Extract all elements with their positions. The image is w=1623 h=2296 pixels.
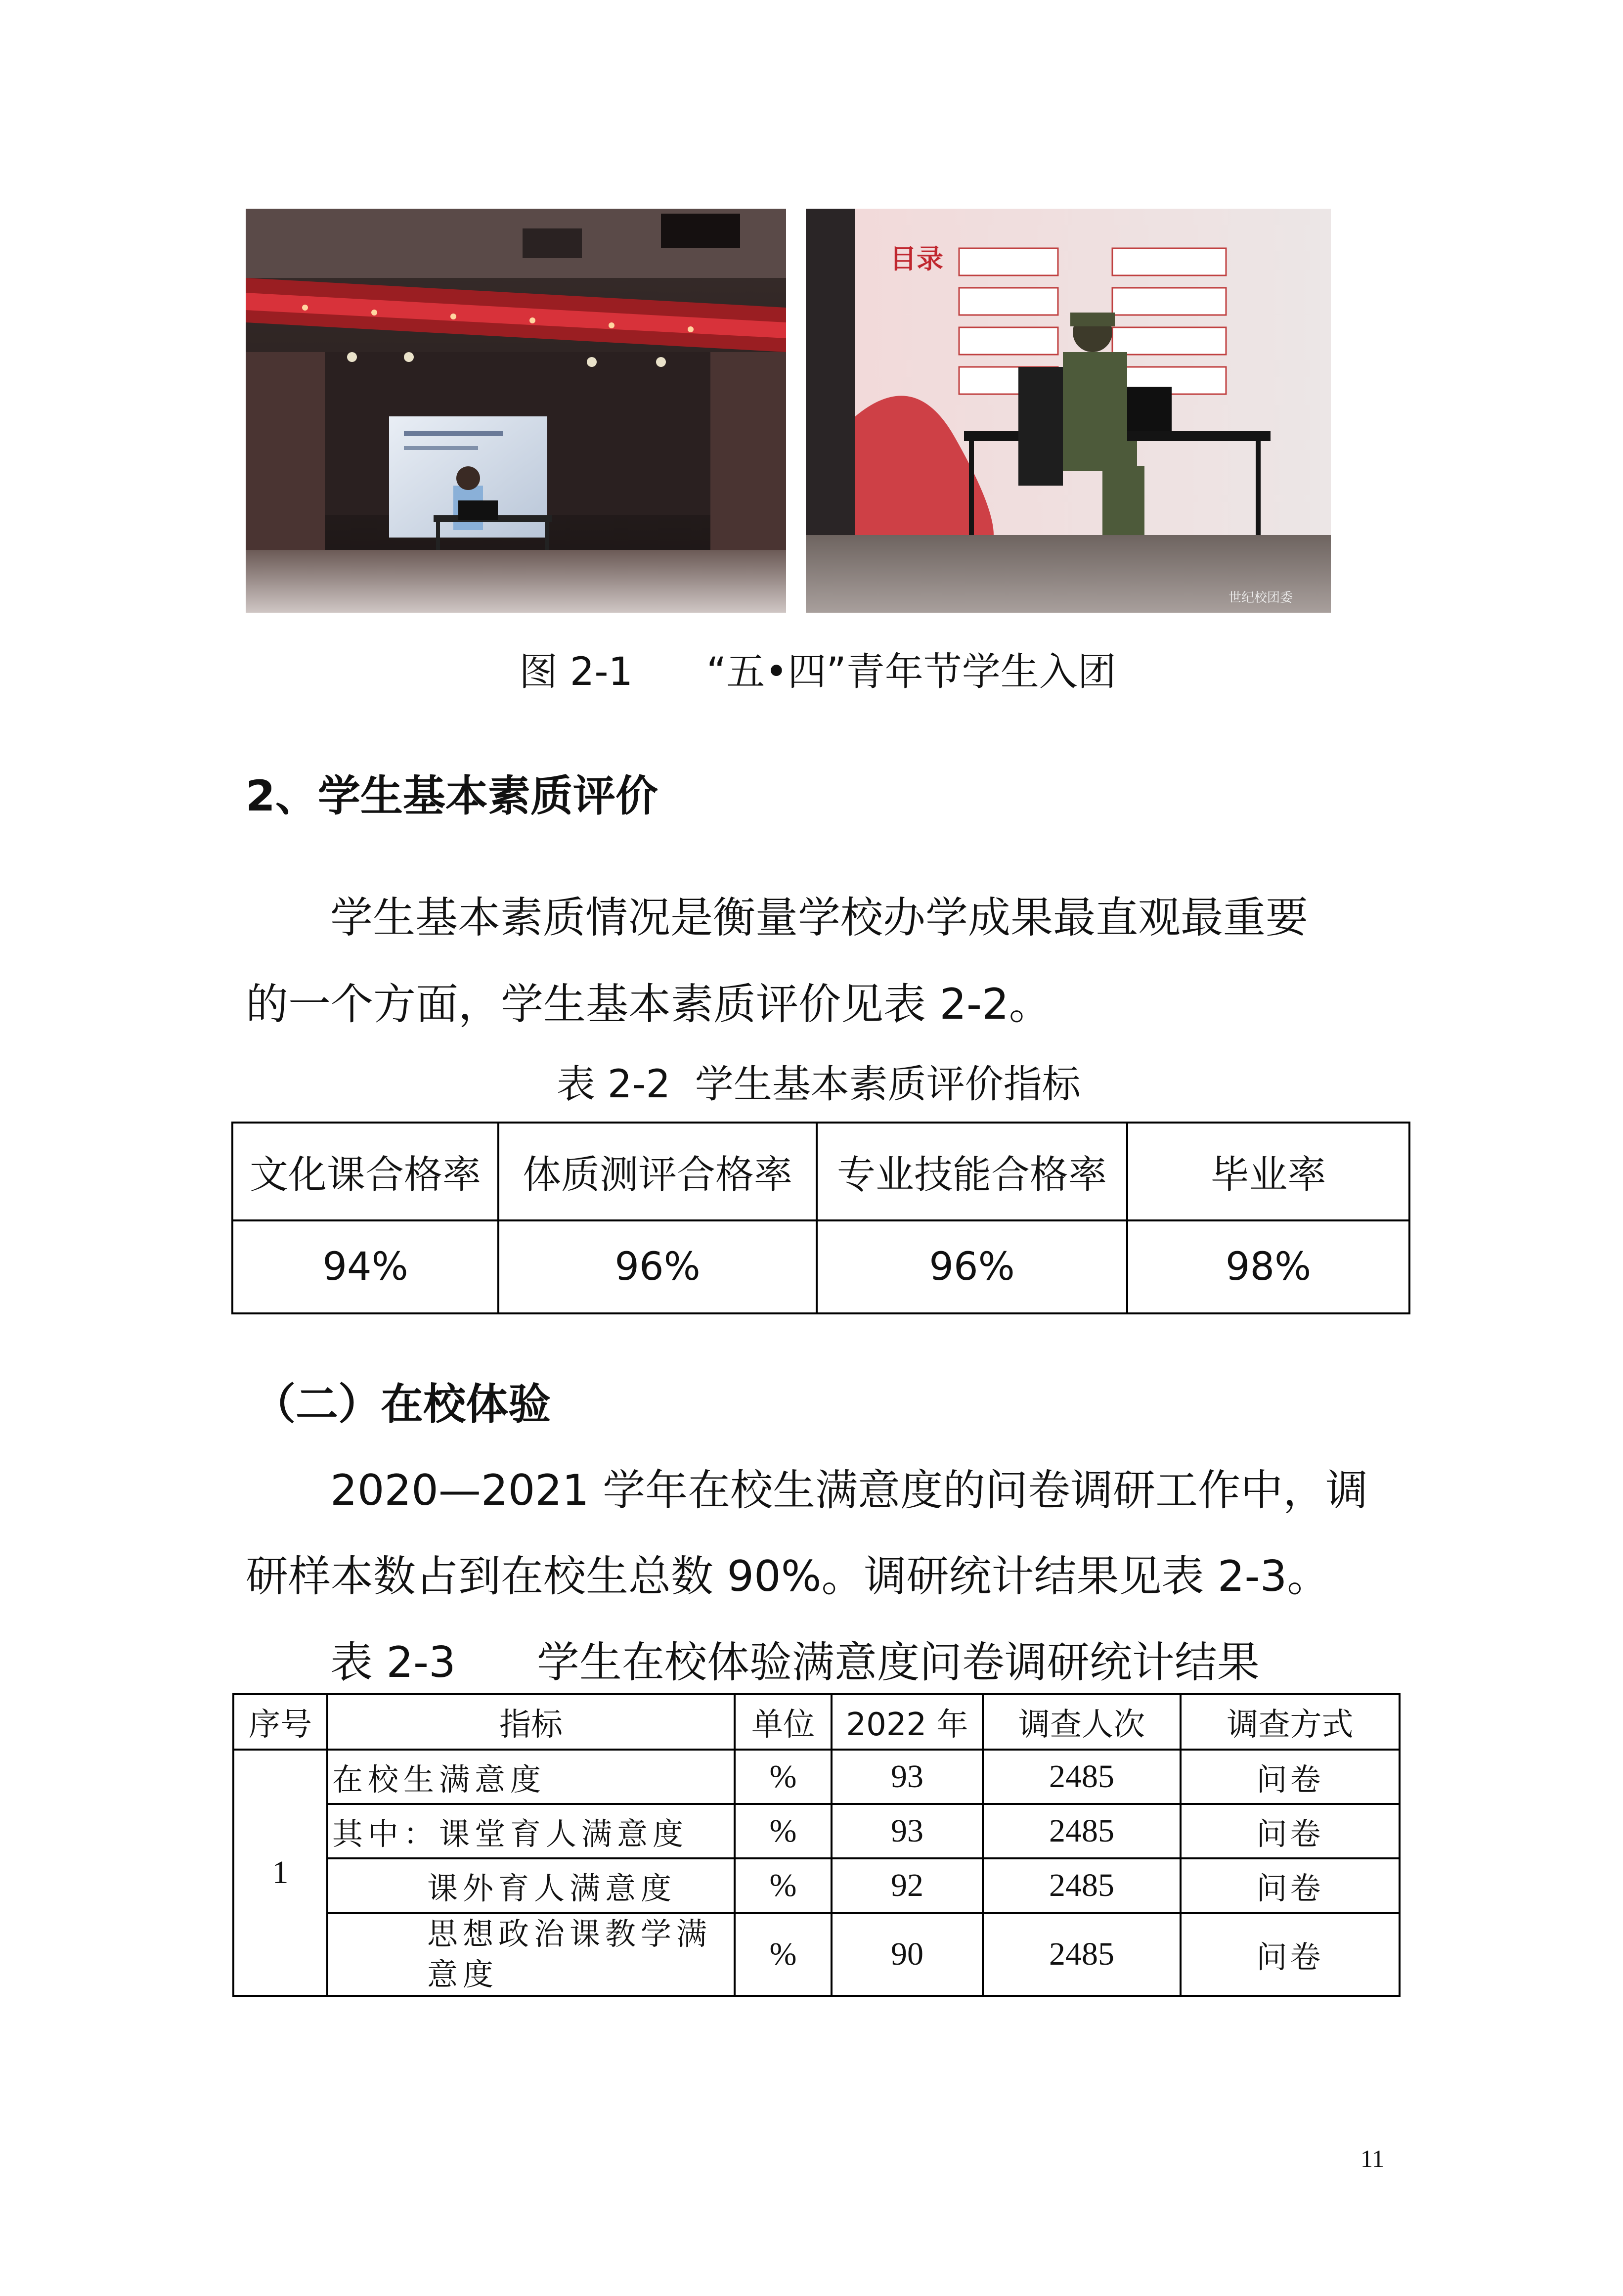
photo-auditorium-speaker: [246, 209, 786, 613]
table-cell: 96%: [498, 1220, 817, 1313]
table-2-3: [232, 1693, 1401, 1997]
section-heading-school-experience: （二）在校体验: [253, 1380, 551, 1429]
table-cell-indicator: 思想政治课教学满意度: [327, 1913, 735, 1996]
table-cell-method: 问卷: [1181, 1750, 1400, 1804]
table-header-cell: 专业技能合格率: [817, 1123, 1127, 1220]
table-row: [233, 1804, 1400, 1858]
table-header-cell: 2022 年: [832, 1694, 983, 1750]
table-cell-indicator: 在校生满意度: [327, 1750, 735, 1804]
table-header-row: [232, 1123, 1409, 1220]
table-cell-count: 2485: [983, 1750, 1181, 1804]
screen-title-text: 目录: [890, 243, 943, 274]
table-row: [233, 1913, 1400, 1996]
table-header-cell: 毕业率: [1127, 1123, 1409, 1220]
paragraph-line: 的一个方面，学生基本素质评价见表 2-2。: [246, 980, 1052, 1029]
table-cell-indicator: 课外育人满意度: [327, 1858, 735, 1913]
table-cell-unit: %: [735, 1750, 832, 1804]
paragraph-line: 学生基本素质情况是衡量学校办学成果最直观最重要: [330, 893, 1308, 943]
page-number: 11: [1360, 2145, 1385, 2172]
photo-camouflage-speaker: [806, 209, 1331, 613]
table-cell-year: 90: [832, 1913, 983, 1996]
table-cell: 94%: [232, 1220, 498, 1313]
table-row: [233, 1858, 1400, 1913]
paragraph-line: 2020—2021 学年在校生满意度的问卷调研工作中，调: [330, 1466, 1368, 1515]
table-cell-year: 93: [832, 1804, 983, 1858]
table-cell-count: 2485: [983, 1804, 1181, 1858]
photo-presentation-drawing: [806, 209, 1331, 613]
paragraph-line: 研样本数占到在校生总数 90%。调研统计结果见表 2-3。: [246, 1552, 1330, 1601]
table-cell-method: 问卷: [1181, 1804, 1400, 1858]
table-cell-unit: %: [735, 1913, 832, 1996]
table-header-cell: 调查人次: [983, 1694, 1181, 1750]
table-cell-indicator: 其中：课堂育人满意度: [327, 1804, 735, 1858]
figure-caption: 图 2-1 “五•四”青年节学生入团: [519, 650, 1116, 694]
table-cell-unit: %: [735, 1858, 832, 1913]
table-2-3-title: 表 2-3 学生在校体验满意度问卷调研统计结果: [330, 1638, 1260, 1687]
table-header-cell: 文化课合格率: [232, 1123, 498, 1220]
table-header-cell: 调查方式: [1181, 1694, 1400, 1750]
photo-auditorium-drawing: [246, 209, 786, 613]
table-cell-count: 2485: [983, 1858, 1181, 1913]
table-2-2-title: 表 2-2 学生基本素质评价指标: [557, 1062, 1081, 1107]
table-row: [233, 1750, 1400, 1804]
table-header-cell: 体质测评合格率: [498, 1123, 817, 1220]
table-cell: 96%: [817, 1220, 1127, 1313]
table-cell-method: 问卷: [1181, 1913, 1400, 1996]
table-header-row: [233, 1694, 1400, 1750]
table-cell-year: 92: [832, 1858, 983, 1913]
section-heading-student-quality: 2、学生基本素质评价: [246, 771, 658, 821]
table-cell-year: 93: [832, 1750, 983, 1804]
table-group-index: 1: [233, 1750, 327, 1996]
table-header-cell: 序号: [233, 1694, 327, 1750]
table-header-cell: 单位: [735, 1694, 832, 1750]
table-cell-count: 2485: [983, 1913, 1181, 1996]
table-cell: 98%: [1127, 1220, 1409, 1313]
watermark-text: 世纪校团委: [1228, 590, 1293, 605]
table-cell-method: 问卷: [1181, 1858, 1400, 1913]
table-header-cell: 指标: [327, 1694, 735, 1750]
table-2-2: [231, 1122, 1410, 1314]
table-row: [232, 1220, 1409, 1313]
table-cell-unit: %: [735, 1804, 832, 1858]
